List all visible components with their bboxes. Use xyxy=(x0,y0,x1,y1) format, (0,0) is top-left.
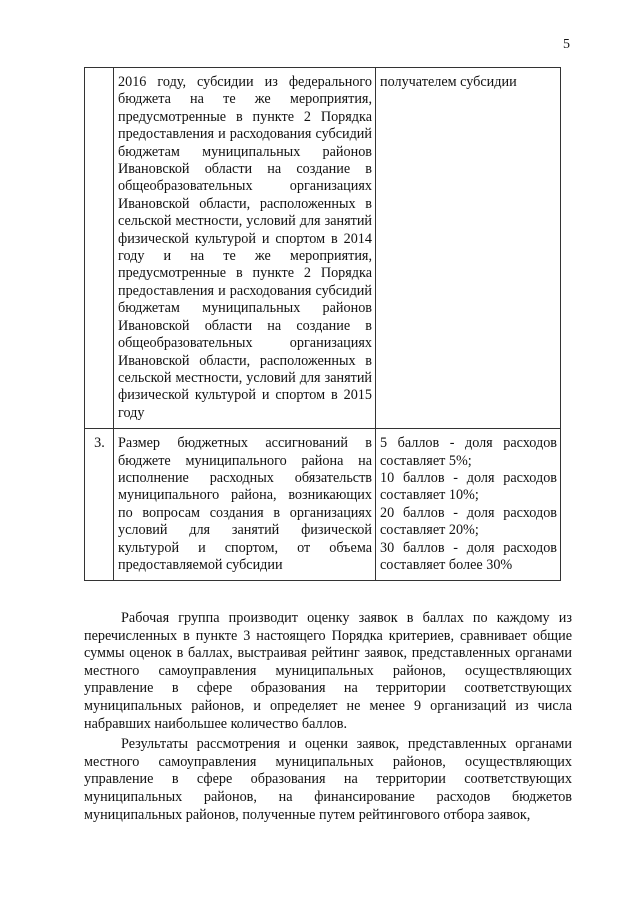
score-line: 30 баллов - доля расходов составляет более 30% xyxy=(380,539,557,573)
score-line: 20 баллов - доля расходов составляет 20%; xyxy=(380,504,557,539)
row-number: 3. xyxy=(85,429,114,581)
criterion-cell: Размер бюджетных ассигнований в бюджете муниципального района на исполнение расходных обязательств муниципального района, возникающих по вопросам создания в организациях условий для занятий физической культурой и спортом, от объема предоставляемой субсидии xyxy=(114,429,376,581)
row-number xyxy=(85,68,114,429)
scores-cell xyxy=(376,429,561,581)
page-number: 5 xyxy=(563,37,570,52)
score-line: получателем субсидии xyxy=(380,74,517,90)
paragraph: Рабочая группа производит оценку заявок в баллах по каждому из перечисленных в пункте 3 настоящего Порядка критериев, сравнивает общие суммы оценок в баллах, выстраивая рейтинг заявок, представленных органами местного самоуправления муниципальных районов, осуществляющих управление в сфере образования на территории соответствующих муниципальных районов, и определяет не менее 9 организаций из числа набравших наибольшее количество баллов. xyxy=(84,610,572,732)
paragraph: Результаты рассмотрения и оценки заявок, представленных органами местного самоуправления муниципальных районов, осуществляющих управление в сфере образования на территории соответствующих муниципальных районов, на финансирование расходов бюджетов муниципальных районов, полученные путем рейтингового отбора заявок, xyxy=(84,736,572,823)
scores-cell xyxy=(376,68,561,429)
criterion-cell: 2016 году, субсидии из федерального бюджета на те же мероприятия, предусмотренные в пункте 2 Порядка предоставления и расходования субсидий бюджетам муниципальных районов Ивановской области на создание в общеобразовательных организациях Ивановской области, расположенных в сельской местности, условий для занятий физической культурой и спортом в 2014 году и на те же мероприятия, предусмотренные в пункте 2 Порядка предоставления и расходования субсидий бюджетам муниципальных районов Ивановской области на создание в общеобразовательных организациях Ивановской области, расположенных в сельской местности, условий для занятий физической культурой и спортом в 2015 году xyxy=(114,68,376,429)
table-row xyxy=(85,68,561,429)
criteria-table xyxy=(84,67,561,581)
score-line: 5 баллов - доля расходов составляет 5%; xyxy=(380,435,557,469)
body-text xyxy=(84,610,572,824)
table-row xyxy=(85,429,561,581)
score-line: 10 баллов - доля расходов составляет 10%; xyxy=(380,469,557,504)
